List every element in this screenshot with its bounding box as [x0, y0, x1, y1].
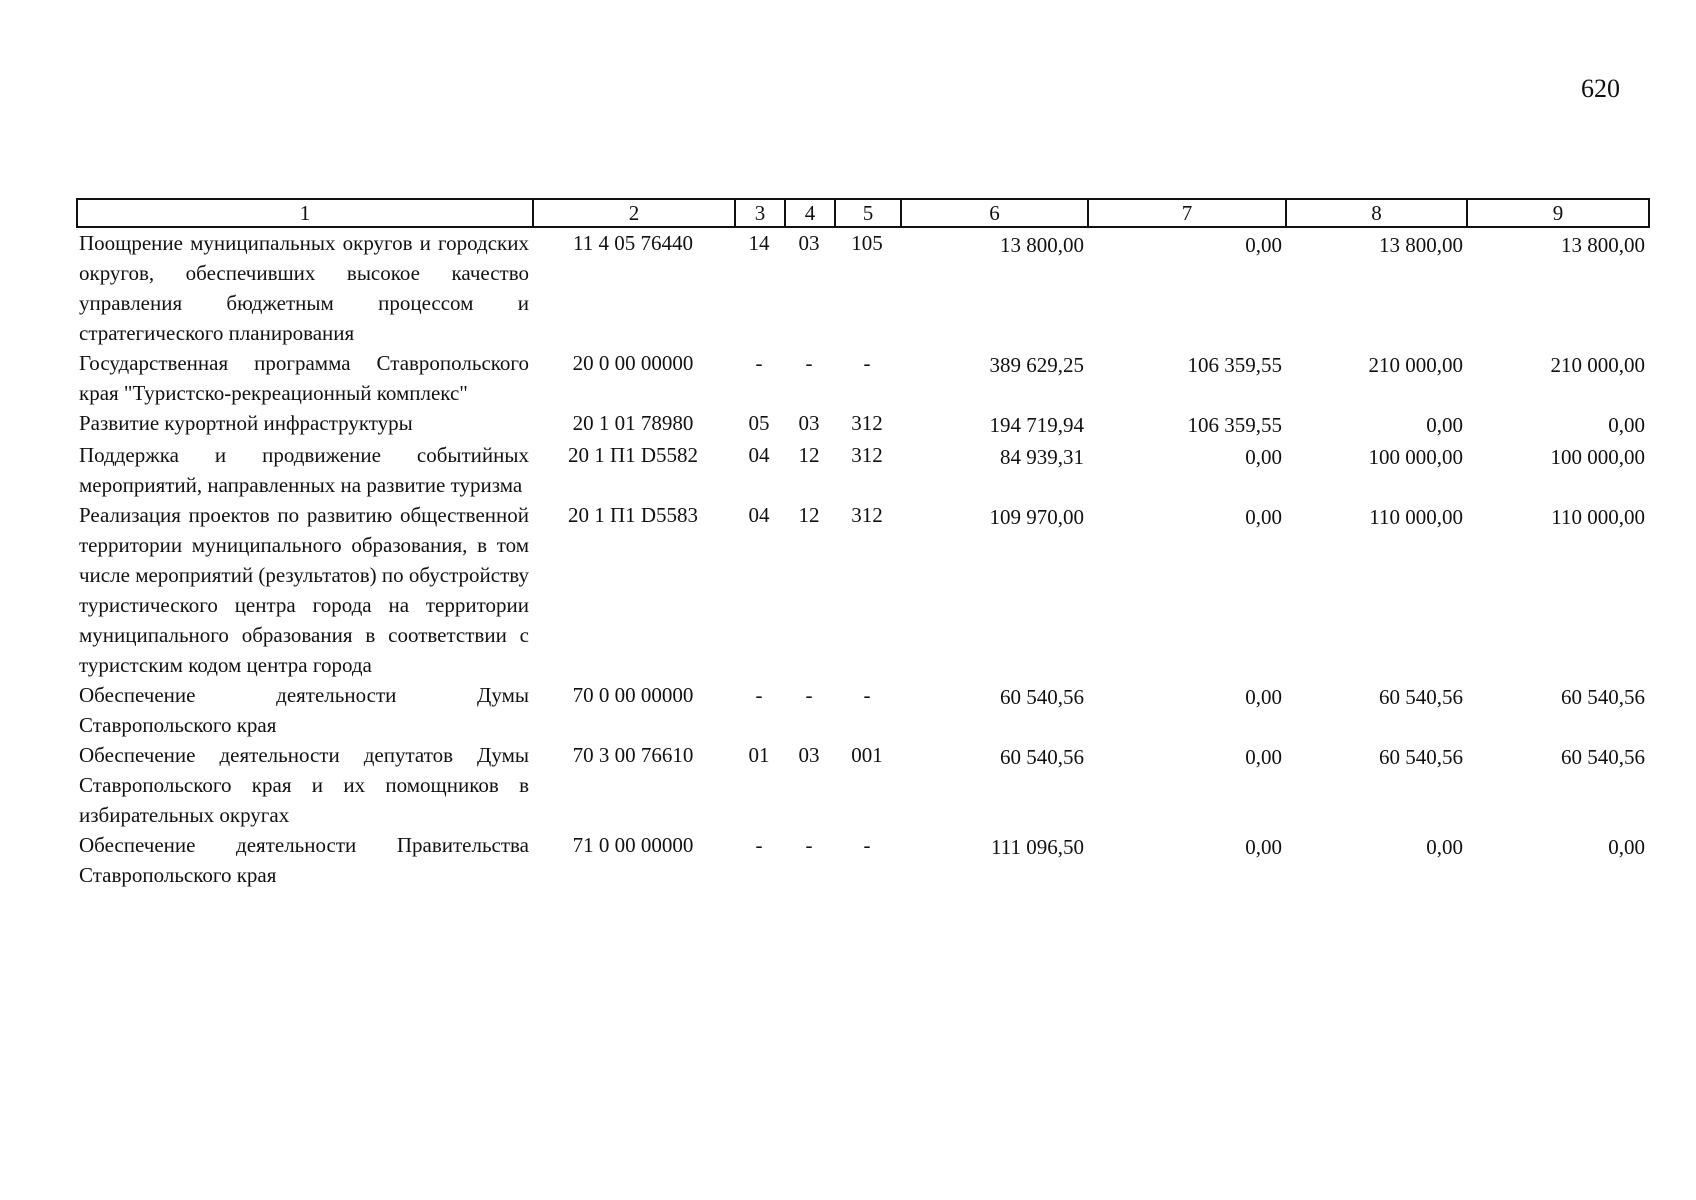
row-value-6: 194 719,94 [989, 413, 1084, 437]
row-description: Обеспечение деятельности Думы Ставропольского края [79, 683, 529, 737]
column-header-3: 3 [735, 199, 785, 227]
table-row [77, 408, 1649, 440]
row-col-9 [1467, 740, 1649, 830]
column-header-6: 6 [901, 199, 1088, 227]
page-number: 620 [1581, 74, 1620, 103]
row-col-5: - [863, 833, 871, 857]
row-col-8 [1286, 680, 1467, 740]
column-header-8: 8 [1286, 199, 1467, 227]
row-col-6 [901, 740, 1088, 830]
row-col-5: 105 [851, 231, 883, 255]
column-header-1: 1 [77, 199, 533, 227]
row-value-9: 60 540,56 [1561, 685, 1645, 709]
row-value-7: 0,00 [1245, 233, 1282, 257]
row-code: 20 1 01 78980 [572, 411, 694, 435]
table-row [77, 440, 1649, 500]
header-row [77, 199, 1649, 227]
row-code: 70 0 00 00000 [572, 683, 694, 707]
row-value-8: 0,00 [1426, 413, 1463, 437]
row-description: Государственная программа Ставропольского края "Туристско-рекреационный комплекс" [79, 351, 529, 405]
row-code: 11 4 05 76440 [573, 231, 693, 255]
row-description: Поддержка и продвижение событийных мероприятий, направленных на развитие туризма [79, 443, 529, 497]
row-description: Развитие курортной инфраструктуры [79, 411, 413, 435]
row-value-9: 0,00 [1608, 413, 1645, 437]
row-description: Поощрение муниципальных округов и городских округов, обеспечивших высокое качество управления бюджетным процессом и стратегического планирования [79, 231, 529, 345]
row-col-6 [901, 830, 1088, 890]
row-value-8: 60 540,56 [1379, 745, 1463, 769]
row-col-4: - [805, 351, 813, 375]
row-col-5: - [863, 683, 871, 707]
row-value-8: 13 800,00 [1379, 233, 1463, 257]
row-col-5: 312 [851, 443, 883, 467]
row-value-9: 110 000,00 [1551, 505, 1645, 529]
row-code: 20 0 00 00000 [572, 351, 694, 375]
row-value-7: 106 359,55 [1187, 413, 1282, 437]
row-col-5: 312 [851, 411, 883, 435]
row-col-7 [1088, 227, 1286, 348]
row-col-8 [1286, 227, 1467, 348]
column-header-2: 2 [533, 199, 735, 227]
row-col-6 [901, 440, 1088, 500]
row-description: Обеспечение деятельности Правительства Ставропольского края [79, 833, 529, 887]
row-value-7: 0,00 [1245, 835, 1282, 859]
row-value-6: 84 939,31 [1000, 445, 1084, 469]
row-col-9 [1467, 227, 1649, 348]
table-row [77, 348, 1649, 408]
row-value-6: 109 970,00 [989, 505, 1084, 529]
row-description: Обеспечение деятельности депутатов Думы Ставропольского края и их помощников в избирательных округах [79, 743, 529, 827]
row-col-8 [1286, 830, 1467, 890]
row-value-9: 13 800,00 [1561, 233, 1645, 257]
row-value-7: 0,00 [1245, 445, 1282, 469]
row-col-8 [1286, 348, 1467, 408]
row-value-7: 0,00 [1245, 505, 1282, 529]
row-col-4: 12 [798, 503, 820, 527]
row-col-8 [1286, 740, 1467, 830]
row-col-8 [1286, 408, 1467, 440]
table-body [77, 227, 1649, 890]
row-col-4: 03 [798, 231, 820, 255]
row-col-6 [901, 408, 1088, 440]
row-col-9 [1467, 680, 1649, 740]
row-col-3: 05 [748, 411, 770, 435]
row-col-3: 01 [748, 743, 770, 767]
row-col-4: 03 [798, 743, 820, 767]
row-value-7: 106 359,55 [1187, 353, 1282, 377]
row-value-9: 100 000,00 [1550, 445, 1645, 469]
row-col-6 [901, 680, 1088, 740]
row-value-7: 0,00 [1245, 745, 1282, 769]
row-col-3: - [755, 351, 763, 375]
row-col-8 [1286, 500, 1467, 680]
table-row [77, 830, 1649, 890]
row-code: 20 1 П1 D5583 [567, 503, 699, 527]
row-col-3: 14 [748, 231, 770, 255]
row-value-8: 110 000,00 [1369, 505, 1463, 529]
row-value-6: 60 540,56 [1000, 745, 1084, 769]
row-value-9: 60 540,56 [1561, 745, 1645, 769]
row-col-4: 03 [798, 411, 820, 435]
row-col-7 [1088, 740, 1286, 830]
table-row [77, 500, 1649, 680]
row-col-3: 04 [748, 443, 770, 467]
row-value-8: 60 540,56 [1379, 685, 1463, 709]
column-header-7: 7 [1088, 199, 1286, 227]
row-value-9: 0,00 [1608, 835, 1645, 859]
row-col-5: 001 [851, 743, 883, 767]
row-col-7 [1088, 830, 1286, 890]
row-col-8 [1286, 440, 1467, 500]
row-col-3: 04 [748, 503, 770, 527]
row-col-6 [901, 348, 1088, 408]
table-row [77, 740, 1649, 830]
table-row [77, 680, 1649, 740]
row-value-6: 13 800,00 [1000, 233, 1084, 257]
row-col-6 [901, 227, 1088, 348]
row-col-4: 12 [798, 443, 820, 467]
row-description: Реализация проектов по развитию общественной территории муниципального образования, в том числе мероприятий (результатов) по обустройству туристического центра города на территории муниципального образования в соответствии с туристским кодом центра города [79, 503, 529, 677]
row-col-7 [1088, 408, 1286, 440]
column-header-5: 5 [835, 199, 901, 227]
row-value-8: 0,00 [1426, 835, 1463, 859]
row-col-3: - [755, 683, 763, 707]
row-value-7: 0,00 [1245, 685, 1282, 709]
row-code: 70 3 00 76610 [572, 743, 694, 767]
column-header-9: 9 [1467, 199, 1649, 227]
row-col-5: - [863, 351, 871, 375]
row-value-8: 100 000,00 [1368, 445, 1463, 469]
row-code: 71 0 00 00000 [572, 833, 694, 857]
row-col-9 [1467, 500, 1649, 680]
budget-table [76, 198, 1650, 890]
row-col-9 [1467, 440, 1649, 500]
row-col-5: 312 [851, 503, 883, 527]
row-col-9 [1467, 830, 1649, 890]
row-col-9 [1467, 348, 1649, 408]
table-row [77, 227, 1649, 348]
column-header-4: 4 [785, 199, 835, 227]
row-col-7 [1088, 348, 1286, 408]
row-col-7 [1088, 440, 1286, 500]
row-value-6: 60 540,56 [1000, 685, 1084, 709]
row-col-3: - [755, 833, 763, 857]
row-col-9 [1467, 408, 1649, 440]
row-col-4: - [805, 683, 813, 707]
row-value-9: 210 000,00 [1550, 353, 1645, 377]
row-col-7 [1088, 680, 1286, 740]
row-col-6 [901, 500, 1088, 680]
row-value-6: 389 629,25 [989, 353, 1084, 377]
row-value-6: 111 096,50 [991, 835, 1084, 859]
row-col-7 [1088, 500, 1286, 680]
table-header [77, 199, 1649, 227]
row-code: 20 1 П1 D5582 [567, 443, 699, 467]
row-value-8: 210 000,00 [1368, 353, 1463, 377]
row-col-4: - [805, 833, 813, 857]
